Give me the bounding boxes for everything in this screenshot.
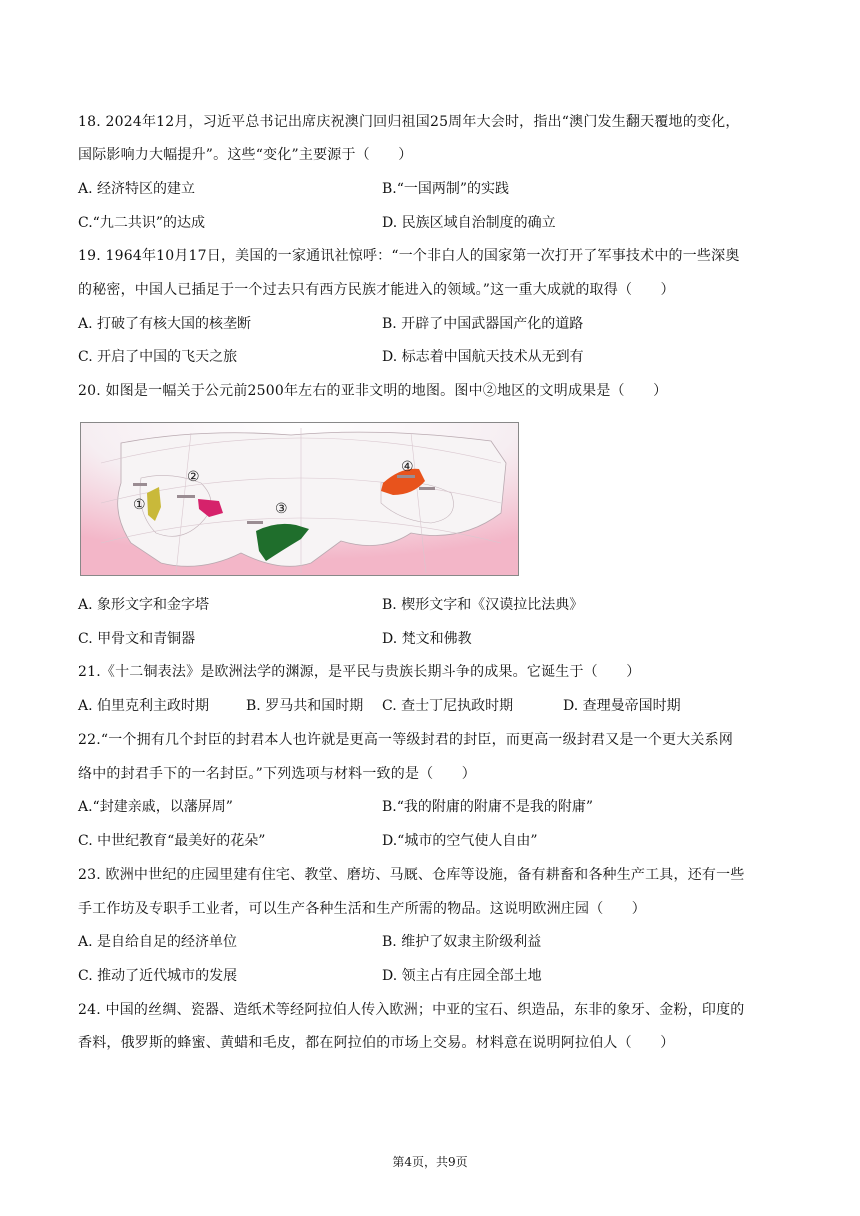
map-graphic [81,423,518,575]
q19-option-c[interactable]: C. 开启了中国的飞天之旅 [78,349,238,365]
q19-option-b[interactable]: B. 开辟了中国武器国产化的道路 [382,316,584,332]
q20-option-b[interactable]: B. 楔形文字和《汉谟拉比法典》 [382,597,584,613]
q21-option-a[interactable]: A. 伯里克利主政时期 [78,698,210,714]
q24-stem-line1: 24. 中国的丝绸、瓷器、造纸术等经阿拉伯人传入欧洲；中亚的宝石、织造品，东非的象牙、金粉，印度的 [78,1002,745,1018]
q20-stem: 20. 如图是一幅关于公元前2500年左右的亚非文明的地图。图中②地区的文明成果是（ ） [78,383,668,399]
q22-option-c[interactable]: C. 中世纪教育“最美好的花朵” [78,833,266,849]
q23-option-b[interactable]: B. 维护了奴隶主阶级利益 [382,934,542,950]
q19-stem-line2: 的秘密，中国人已插足于一个过去只有西方民族才能进入的领域。”这一重大成就的取得（ ） [78,282,675,298]
q19-option-a[interactable]: A. 打破了有核大国的核垄断 [78,316,252,332]
q22-option-a[interactable]: A.“封建亲戚，以藩屏周” [78,799,233,815]
q21-option-b[interactable]: B. 罗马共和国时期 [246,698,364,714]
q20-option-c[interactable]: C. 甲骨文和青铜器 [78,631,196,647]
map-marker-2: ② [187,469,200,485]
q23-stem-line2: 手工作坊及专职手工业者，可以生产各种生活和生产所需的物品。这说明欧洲庄园（ ） [78,901,646,917]
q18-stem-line2: 国际影响力大幅提升”。这些“变化”主要源于（ ） [78,147,413,163]
q21-option-d[interactable]: D. 查理曼帝国时期 [563,698,681,714]
map-marker-3: ③ [275,501,288,517]
q18-stem-line1: 18. 2024年12月，习近平总书记出席庆祝澳门回归祖国25周年大会时，指出“澳门发生翻天覆地的变化， [78,114,740,130]
q22-stem-line1: 22.“一个拥有几个封臣的封君本人也许就是更高一等级封君的封臣，而更高一级封君又是一个更大关系网 [78,732,734,748]
q21-stem: 21.《十二铜表法》是欧洲法学的渊源，是平民与贵族长期斗争的成果。它诞生于（ ） [78,664,641,680]
map-marker-1: ① [133,497,146,513]
q23-option-a[interactable]: A. 是自给自足的经济单位 [78,934,238,950]
q23-option-d[interactable]: D. 领主占有庄园全部土地 [382,968,542,984]
q22-stem-line2: 络中的封君手下的一名封臣。”下列选项与材料一致的是（ ） [78,766,476,782]
q21-option-c[interactable]: C. 查士丁尼执政时期 [382,698,514,714]
page-number: 第4页，共9页 [392,1155,468,1169]
q23-stem-line1: 23. 欧洲中世纪的庄园里建有住宅、教堂、磨坊、马厩、仓库等设施，备有耕畜和各种生产工具，还有一些 [78,867,745,883]
q19-option-d[interactable]: D. 标志着中国航天技术从无到有 [382,349,584,365]
q20-option-d[interactable]: D. 梵文和佛教 [382,631,472,647]
civilization-map [80,422,519,576]
q19-stem-line1: 19. 1964年10月17日，美国的一家通讯社惊呼：“一个非白人的国家第一次打开了军事技术中的一些深奥 [78,248,740,264]
map-marker-4: ④ [401,459,414,475]
q23-option-c[interactable]: C. 推动了近代城市的发展 [78,968,238,984]
q18-option-d[interactable]: D. 民族区域自治制度的确立 [382,215,556,231]
q18-option-b[interactable]: B.“一国两制”的实践 [382,181,510,197]
q18-option-a[interactable]: A. 经济特区的建立 [78,181,196,197]
q20-option-a[interactable]: A. 象形文字和金字塔 [78,597,210,613]
q18-option-c[interactable]: C.“九二共识”的达成 [78,215,205,231]
q22-option-d[interactable]: D.“城市的空气使人自由” [382,833,538,849]
q24-stem-line2: 香料，俄罗斯的蜂蜜、黄蜡和毛皮，都在阿拉伯的市场上交易。材料意在说明阿拉伯人（ ） [78,1035,675,1051]
q22-option-b[interactable]: B.“我的附庸的附庸不是我的附庸” [382,799,594,815]
